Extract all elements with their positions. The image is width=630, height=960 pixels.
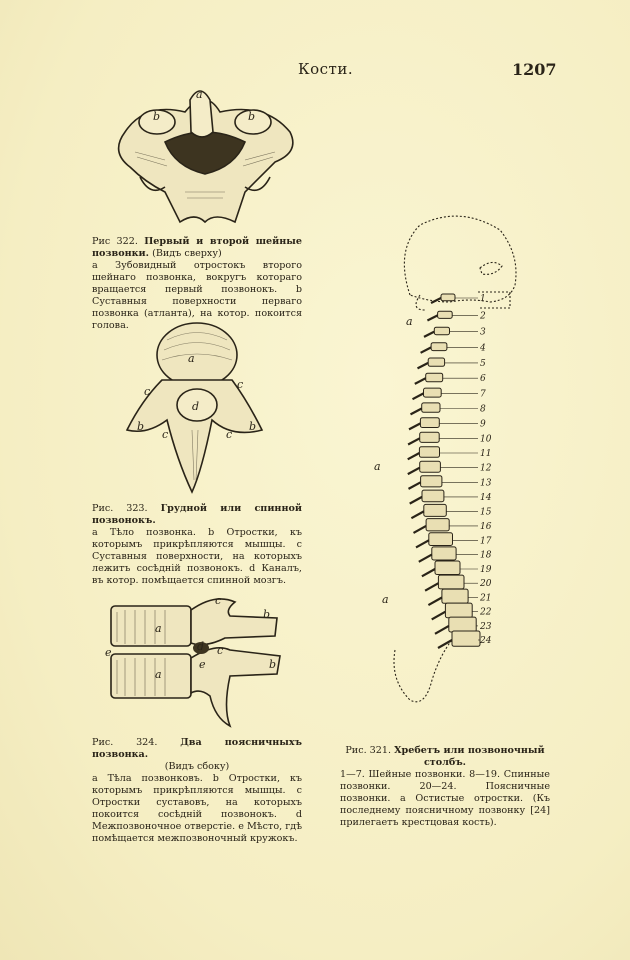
- vertebra-number: 18: [480, 550, 492, 561]
- fig324-label-e-mid: e: [199, 658, 206, 671]
- vertebra-number: 5: [480, 358, 486, 369]
- spine-vertebra: [424, 504, 447, 516]
- running-head: Кости.: [298, 60, 354, 78]
- figure-323-illustration: [122, 320, 272, 495]
- spinous-process: [419, 555, 432, 562]
- spine-vertebra: [449, 617, 476, 632]
- fig323-label-c-4: c: [226, 428, 233, 441]
- figure-322-illustration: [105, 82, 305, 230]
- fig321-text: 1—7. Шейные позвонки. 8—19. Спинные позвонки. 20—24. Поясничные позвонки. a Остистые отростки. (Къ последнему поясничному позвонку [24] прилегаетъ крестцовая кость).: [340, 769, 550, 828]
- figure-321-caption: [340, 745, 550, 829]
- vertebra-number: 13: [480, 478, 492, 489]
- spinous-process: [416, 540, 429, 547]
- spinous-process: [410, 497, 422, 504]
- fig324-number: Рис. 324.: [92, 737, 158, 748]
- fig321-label-a-top: a: [406, 315, 413, 328]
- fig324-label-c-top: c: [215, 594, 222, 607]
- vertebra-number: 6: [480, 374, 486, 385]
- spine-vertebra: [434, 327, 449, 335]
- figure-323-caption: [92, 503, 302, 587]
- figure-322-caption: [92, 236, 302, 332]
- spine-vertebra: [426, 519, 449, 531]
- spine-vertebra: [422, 490, 444, 502]
- spine-vertebra: [421, 476, 442, 487]
- fig323-number: Рис. 323.: [92, 503, 148, 514]
- spinous-process: [409, 423, 420, 429]
- fig321-label-a-mid: a: [374, 460, 381, 473]
- spine-vertebra: [438, 575, 464, 589]
- vertebra-number: 1: [480, 294, 486, 304]
- vertebra-number: 8: [480, 404, 486, 415]
- fig324-label-a-bottom: a: [155, 668, 162, 681]
- fig323-label-b-1: b: [137, 420, 145, 433]
- fig323-label-c-1: c: [144, 385, 151, 398]
- spine-vertebra: [441, 294, 455, 301]
- vertebra-number: 10: [480, 434, 492, 445]
- fig324-label-d: d: [197, 640, 205, 653]
- spine-vertebra: [422, 403, 440, 412]
- spinous-process: [438, 640, 452, 648]
- spinous-process: [408, 453, 420, 459]
- spinous-process: [432, 612, 446, 620]
- fig323-label-c-3: c: [162, 428, 169, 441]
- spinous-process: [435, 626, 449, 634]
- fig322-number: Рис 322.: [92, 236, 138, 247]
- vertebra-number: 19: [480, 565, 492, 575]
- spine-vertebra: [420, 432, 440, 442]
- vertebra-number: 14: [480, 492, 492, 503]
- spine-vertebra: [435, 561, 460, 575]
- fig323-label-b-2: b: [249, 420, 257, 433]
- spinous-process: [425, 583, 438, 591]
- vertebra-number: 12: [480, 463, 492, 474]
- fig322-text: a Зубовидный отростокъ второго шейнаго позвонка, вокругъ котораго вращается первый позвонокъ. b Суставныя поверхности перваго позвонка (атланта), на котор. покоится голова.: [92, 260, 302, 331]
- spinous-process: [408, 468, 420, 474]
- fig324-label-c-mid: c: [217, 644, 224, 657]
- spine-vertebra: [420, 461, 441, 472]
- fig323-label-d: d: [192, 400, 200, 413]
- spine-vertebra: [438, 311, 453, 318]
- vertebra-number: 3: [480, 327, 486, 338]
- fig322-label-b-right: b: [248, 110, 256, 123]
- spinous-process: [428, 598, 442, 606]
- fig323-label-a: a: [188, 352, 195, 365]
- vertebra-number: 24: [480, 636, 492, 646]
- fig324-text: a Тѣла позвонковъ. b Отростки, къ которымъ прикрѣпляются мышцы. c Отростки суставовъ, на которыхъ покоится сосѣдній позвонокъ. d Межпозвоночное отверстіе. e Мѣсто, гдѣ помѣщается межпозвоночный кружокъ.: [92, 773, 302, 844]
- fig324-label-a-top: a: [155, 622, 162, 635]
- fig322-label-b-left: b: [153, 110, 161, 123]
- spine-vertebra: [445, 603, 472, 618]
- vertebra-number: 23: [480, 621, 492, 632]
- fig324-view: (Видъ сбоку): [164, 761, 230, 772]
- vertebra-number: 21: [480, 593, 492, 604]
- fig321-label-a-low: a: [382, 593, 389, 606]
- vertebra-number: 20: [480, 579, 492, 590]
- spinous-process: [411, 511, 423, 518]
- spine-vertebra: [452, 631, 480, 646]
- spinous-process: [415, 378, 426, 384]
- spine-vertebra: [429, 533, 453, 546]
- spine-vertebra: [432, 547, 456, 560]
- spine-vertebra: [420, 418, 439, 428]
- spine-vertebra: [431, 343, 447, 351]
- figure-321-illustration: [370, 210, 530, 710]
- vertebra-number: 7: [480, 389, 486, 400]
- vertebra-number: 17: [480, 536, 492, 547]
- fig324-label-b-bottom: b: [269, 658, 277, 671]
- spinous-process: [422, 569, 435, 576]
- fig324-label-e-left: e: [105, 646, 112, 659]
- fig321-number: Рис. 321.: [345, 745, 392, 756]
- spine-vertebra: [426, 373, 443, 382]
- figure-324-caption: [92, 737, 302, 845]
- spinous-process: [431, 298, 441, 303]
- vertebra-number: 16: [480, 521, 492, 532]
- vertebra-number: 11: [480, 449, 492, 459]
- vertebra-number: 4: [480, 343, 486, 354]
- fig322-name: Первый и второй шейные позвонки.: [92, 236, 302, 259]
- vertebra-number: 15: [480, 507, 492, 518]
- spinous-process: [414, 526, 427, 533]
- spinous-process: [413, 393, 424, 399]
- fig321-name: Хребетъ или позвоночный столбъ.: [394, 745, 545, 768]
- vertebra-number: 9: [480, 419, 486, 430]
- vertebra-number: 22: [480, 607, 492, 618]
- spinous-process: [424, 332, 434, 337]
- fig323-label-c-2: c: [237, 378, 244, 391]
- spinous-process: [418, 363, 429, 369]
- spine-vertebra: [428, 358, 444, 366]
- spinous-process: [421, 347, 432, 352]
- figure-324-illustration: [105, 588, 290, 728]
- spinous-process: [408, 438, 420, 444]
- spine-vertebra: [424, 388, 442, 397]
- spinous-process: [409, 482, 421, 489]
- spine-vertebra: [442, 589, 468, 603]
- spine-vertebra: [419, 447, 439, 458]
- fig322-label-a: a: [196, 88, 203, 101]
- fig324-label-b-top: b: [263, 608, 271, 621]
- fig323-text: a Тѣло позвонка. b Отростки, къ которымъ прикрѣпляются мышцы. c Суставныя поверхности, на которыхъ лежитъ сосѣдній позвонокъ. d Каналъ, въ котор. помѣщается спинной мозгъ.: [92, 527, 302, 586]
- fig324-name: Два поясничныхъ позвонка.: [92, 737, 303, 760]
- vertebra-number: 2: [480, 311, 486, 322]
- spinous-process: [427, 315, 437, 320]
- fig323-name: Грудной или спинной позвонокъ.: [92, 503, 302, 526]
- fig322-view: (Видъ сверху): [152, 248, 222, 259]
- spinous-process: [411, 409, 422, 415]
- page-number: 1207: [512, 60, 557, 79]
